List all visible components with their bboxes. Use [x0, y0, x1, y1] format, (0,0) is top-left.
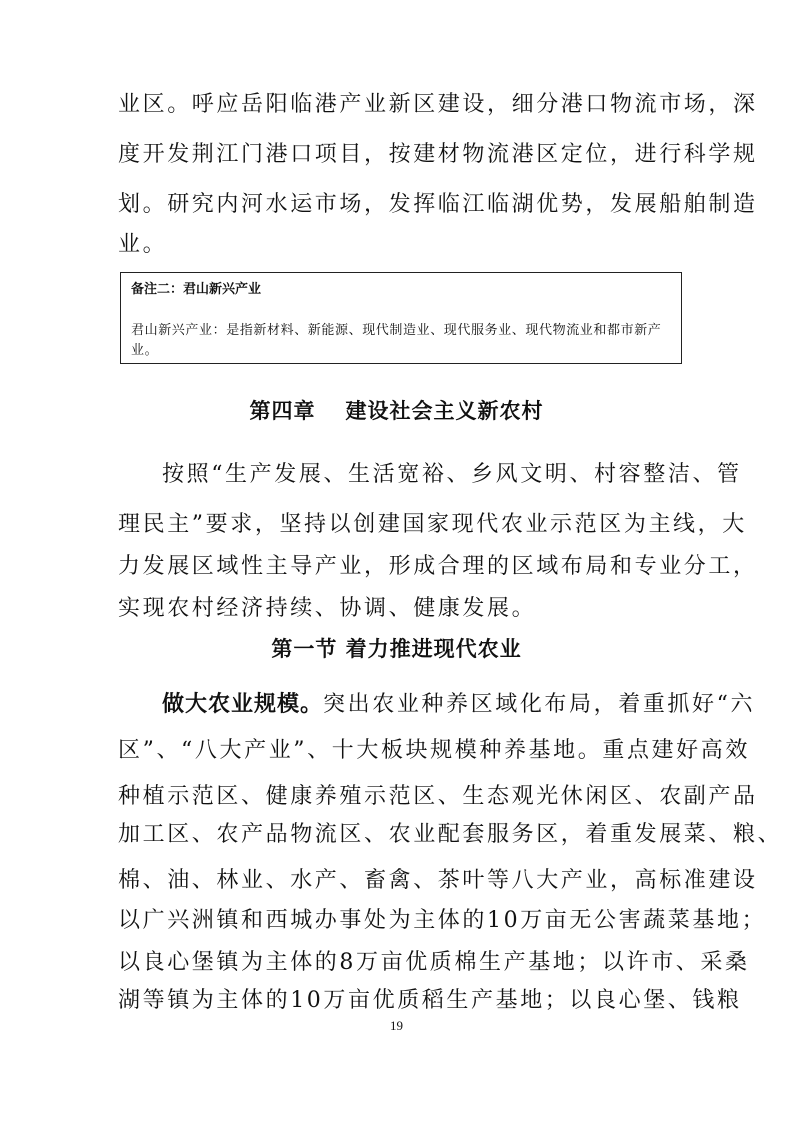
body-text-line: 以良心堡镇为主体的8万亩优质棉生产基地；以许市、采桑 — [118, 950, 750, 975]
note-body: 君山新兴产业：是指新材料、新能源、现代制造业、现代服务业、现代物流业和都市新产业。 — [131, 323, 662, 358]
body-text-line: 理民主”要求，坚持以创建国家现代农业示范区为主线，大 — [118, 512, 747, 537]
body-text-line: 以广兴洲镇和西城办事处为主体的10万亩无公害蔬菜基地； — [118, 908, 767, 933]
note-box — [120, 272, 682, 364]
body-text-line: 湖等镇为主体的10万亩优质稻生产基地；以良心堡、钱粮 — [118, 988, 742, 1013]
body-text-line: 实现农村经济持续、协调、健康发展。 — [118, 596, 537, 621]
body-text-line: 划。研究内河水运市场，发挥临江临湖优势，发展船舶制造 — [118, 192, 758, 217]
body-text-line: 度开发荆江门港口项目，按建材物流港区定位，进行科学规 — [118, 142, 758, 167]
paragraph-text: 突出农业种养区域化布局，着重抓好“六 — [323, 692, 756, 717]
section-heading: 第一节 着力推进现代农业 — [271, 637, 522, 661]
body-text-line: 业区。呼应岳阳临港产业新区建设，细分港口物流市场，深 — [118, 92, 758, 117]
body-text-line — [162, 692, 756, 718]
page-number: 19 — [390, 1018, 403, 1033]
note-title: 备注二：君山新兴产业 — [131, 282, 262, 297]
body-text-line: 业。 — [118, 232, 168, 257]
body-text-line: 种植示范区、健康养殖示范区、生态观光休闲区、农副产品 — [118, 784, 758, 809]
paragraph-lead: 做大农业规模。 — [162, 692, 324, 717]
body-text-line: 加工区、农产品物流区、农业配套服务区，着重发展菜、粮、 — [118, 822, 783, 847]
body-text-line: 力发展区域性主导产业，形成合理的区域布局和专业分工， — [118, 554, 758, 579]
chapter-heading — [0, 398, 793, 424]
chapter-number: 第四章 — [249, 399, 316, 423]
body-text-line: 按照“生产发展、生活宽裕、乡风文明、村容整洁、管 — [162, 462, 742, 487]
body-text-line: 棉、油、林业、水产、畜禽、茶叶等八大产业，高标准建设 — [118, 868, 758, 893]
chapter-title: 建设社会主义新农村 — [345, 399, 544, 423]
body-text-line: 区”、“八大产业”、十大板块规模种养基地。重点建好高效 — [118, 738, 750, 763]
